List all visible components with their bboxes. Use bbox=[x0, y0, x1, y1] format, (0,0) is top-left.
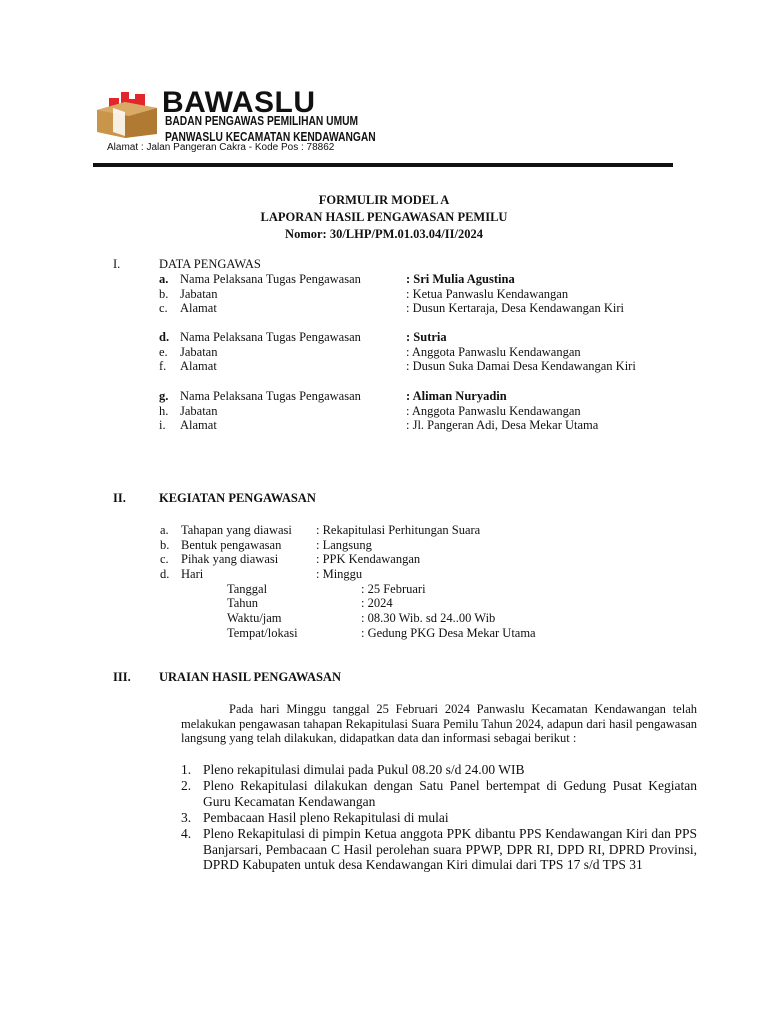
agency-line-1: BADAN PENGAWAS PEMILIHAN UMUM bbox=[165, 114, 359, 128]
field-label: Tanggal bbox=[227, 582, 268, 596]
list-letter: a. bbox=[160, 523, 169, 537]
list-item: Pleno rekapitulasi dimulai pada Pukul 08.20 s/d 24.00 WIB bbox=[203, 762, 525, 777]
field-label: Hari bbox=[181, 567, 204, 581]
field-label: Tahun bbox=[227, 596, 259, 610]
field-value: : Anggota Panwaslu Kendawangan bbox=[406, 345, 581, 359]
findings-paragraph bbox=[181, 702, 697, 746]
section-1-heading: DATA PENGAWAS bbox=[159, 257, 261, 271]
bawaslu-logo-icon bbox=[95, 90, 159, 142]
field-label: Pihak yang diawasi bbox=[181, 552, 279, 566]
list-number: 1. bbox=[181, 762, 192, 777]
form-title: FORMULIR MODEL A bbox=[318, 193, 450, 207]
field-value: : Minggu bbox=[316, 567, 363, 581]
field-value: : Jl. Pangeran Adi, Desa Mekar Utama bbox=[406, 418, 599, 432]
list-letter: f. bbox=[159, 359, 167, 373]
field-value: : Aliman Nuryadin bbox=[406, 389, 507, 403]
letterhead-divider bbox=[93, 163, 673, 167]
list-letter: c. bbox=[160, 552, 169, 566]
list-letter: c. bbox=[159, 301, 168, 315]
field-value: : Ketua Panwaslu Kendawangan bbox=[406, 287, 569, 301]
list-letter: b. bbox=[160, 538, 170, 552]
field-label: Nama Pelaksana Tugas Pengawasan bbox=[180, 272, 361, 286]
field-value: : Dusun Kertaraja, Desa Kendawangan Kiri bbox=[406, 301, 624, 315]
field-label: Tahapan yang diawasi bbox=[181, 523, 292, 537]
list-letter: i. bbox=[159, 418, 166, 432]
list-number: 2. bbox=[181, 778, 192, 793]
list-letter: d. bbox=[159, 330, 170, 344]
field-value: : Langsung bbox=[316, 538, 372, 552]
report-title: LAPORAN HASIL PENGAWASAN PEMILU bbox=[260, 210, 508, 224]
field-value: : Sri Mulia Agustina bbox=[406, 272, 515, 286]
field-value: : PPK Kendawangan bbox=[316, 552, 421, 566]
findings-paragraph-text: Pada hari Minggu tanggal 25 Februari 2024 Panwaslu Kecamatan Kendawangan telah melakukan pengawasan tahapan Rekapitulasi Suara Pemilu Tahun 2024, adapun dari hasil pengawasan langsung yang telah dilakukan, didapatkan data dan informasi sebagai berikut : bbox=[181, 702, 697, 745]
field-label: Nama Pelaksana Tugas Pengawasan bbox=[180, 330, 361, 344]
list-item: Pleno Rekapitulasi dilakukan dengan Satu Panel bertempat di Gedung Pusat Kegiatan Guru Kecamatan Kendawangan bbox=[203, 778, 697, 809]
field-label: Nama Pelaksana Tugas Pengawasan bbox=[180, 389, 361, 403]
field-value: : Dusun Suka Damai Desa Kendawangan Kiri bbox=[406, 359, 636, 373]
report-number: Nomor: 30/LHP/PM.01.03.04/II/2024 bbox=[285, 227, 483, 241]
field-label: Waktu/jam bbox=[227, 611, 282, 625]
section-3-number: III. bbox=[113, 670, 131, 684]
list-letter: a. bbox=[159, 272, 169, 286]
field-value: : Rekapitulasi Perhitungan Suara bbox=[316, 523, 481, 537]
field-value: : 25 Februari bbox=[361, 582, 426, 596]
field-label: Alamat bbox=[180, 418, 217, 432]
brand-name: BAWASLU bbox=[162, 86, 316, 119]
field-label: Alamat bbox=[180, 301, 217, 315]
field-value: : Gedung PKG Desa Mekar Utama bbox=[361, 626, 536, 640]
field-value: : Sutria bbox=[406, 330, 447, 344]
field-label: Jabatan bbox=[180, 287, 218, 301]
list-letter: g. bbox=[159, 389, 169, 403]
list-item: Pleno Rekapitulasi di pimpin Ketua anggota PPK dibantu PPS Kendawangan Kiri dan PPS Banjarsari, Pembacaan C Hasil perolehan suara PPWP, DPR RI, DPD RI, DPRD Provinsi, DPRD Kabupaten untuk desa Kendawangan Kiri dimulai dari TPS 17 s/d TPS 31 bbox=[203, 826, 697, 872]
list-number: 3. bbox=[181, 810, 192, 825]
list-number: 4. bbox=[181, 826, 192, 841]
list-letter: e. bbox=[159, 345, 168, 359]
field-value: : 08.30 Wib. sd 24..00 Wib bbox=[361, 611, 496, 625]
agency-line-2: PANWASLU KECAMATAN KENDAWANGAN bbox=[165, 130, 376, 144]
field-value: : Anggota Panwaslu Kendawangan bbox=[406, 404, 581, 418]
list-letter: d. bbox=[160, 567, 170, 581]
list-letter: h. bbox=[159, 404, 169, 418]
field-label: Bentuk pengawasan bbox=[181, 538, 282, 552]
field-label: Alamat bbox=[180, 359, 217, 373]
field-label: Jabatan bbox=[180, 345, 218, 359]
section-1-number: I. bbox=[113, 257, 121, 271]
section-2-heading: KEGIATAN PENGAWASAN bbox=[159, 491, 316, 505]
field-label: Tempat/lokasi bbox=[227, 626, 298, 640]
list-letter: b. bbox=[159, 287, 169, 301]
field-value: : 2024 bbox=[361, 596, 393, 610]
list-item: Pembacaan Hasil pleno Rekapitulasi di mulai bbox=[203, 810, 449, 825]
letterhead-address: Alamat : Jalan Pangeran Cakra - Kode Pos : 78862 bbox=[107, 142, 335, 153]
field-label: Jabatan bbox=[180, 404, 218, 418]
section-3-heading: URAIAN HASIL PENGAWASAN bbox=[159, 670, 341, 684]
section-2-number: II. bbox=[113, 491, 126, 505]
